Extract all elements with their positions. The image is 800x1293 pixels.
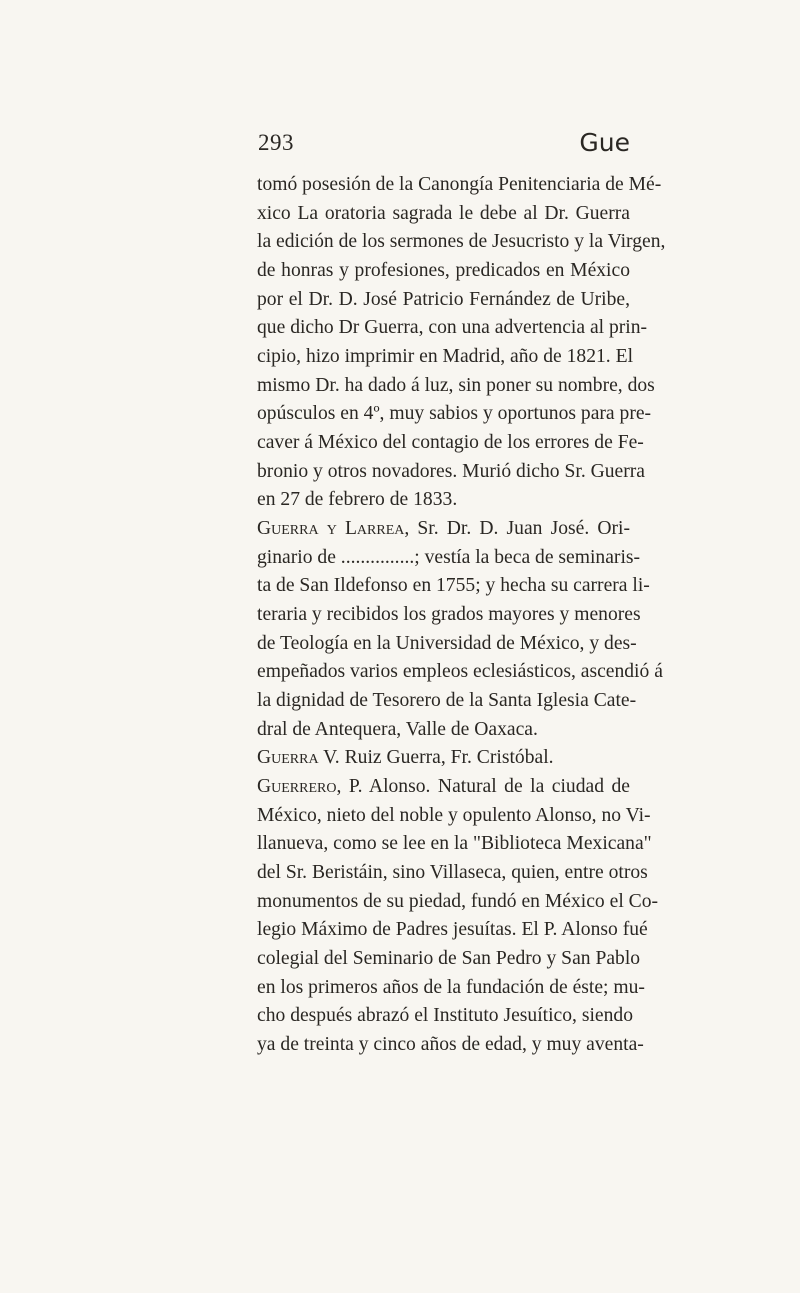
text-line [257,200,630,229]
text-line [257,802,651,831]
line-text: legio Máximo de Padres jesuítas. El P. Alonso fué [257,919,648,941]
text-line [257,544,641,573]
line-text: México, nieto del noble y opulento Alonso, no Vi- [257,804,651,826]
text-line [257,314,648,343]
line-text: que dicho Dr Guerra, con una advertencia al prin- [257,317,648,339]
text-line [257,859,648,888]
line-text: de honras y profesiones, predicados en México [257,260,630,282]
text-line [257,945,641,974]
line-text: del Sr. Beristáin, sino Villaseca, quien, entre otros [257,862,648,884]
text-line [257,716,630,745]
line-text: en 27 de febrero de 1833. [257,489,458,511]
text-line [257,372,655,401]
text-line [257,888,659,917]
text-line [257,1031,644,1060]
text-line [257,601,641,630]
line-text: xico La oratoria sagrada le debe al Dr. Guerra [257,202,630,224]
line-text: monumentos de su piedad, fundó en México el Co- [257,890,659,912]
text-line [257,744,630,773]
entry-headword: Guerra y Larrea, [257,518,410,540]
line-text: llanueva, como se lee en la "Biblioteca Mexicana" [257,833,652,855]
entry-headword: Guerra [257,747,319,769]
entry-headword: Guerrero, [257,776,342,798]
text-line [257,1002,634,1031]
line-text: cipio, hizo imprimir en Madrid, año de 1821. El [257,346,634,368]
running-head: Gue [579,128,630,157]
line-text: tomó posesión de la Canongía Penitenciaria de Mé- [257,174,662,195]
text-line [257,658,663,687]
body-text [257,171,666,1060]
text-line [257,572,650,601]
line-text: empeñados varios empleos eclesiásticos, ascendió á [257,661,663,683]
text-line [257,687,637,716]
line-text: de Teología en la Universidad de México, y des- [257,632,637,654]
text-line [257,773,630,802]
line-text: la dignidad de Tesorero de la Santa Iglesia Cate- [257,690,637,712]
line-text: mismo Dr. ha dado á luz, sin poner su nombre, dos [257,374,655,396]
text-line [257,486,630,515]
text-line [257,400,652,429]
text-line [257,458,645,487]
text-line [257,257,630,286]
line-text: por el Dr. D. José Patricio Fernández de Uribe, [257,288,630,310]
line-text: dral de Antequera, Valle de Oaxaca. [257,718,538,740]
line-text: ta de San Ildefonso en 1755; y hecha su carrera li- [257,575,650,597]
text-line [257,830,652,859]
line-text: opúsculos en 4º, muy sabios y oportunos para pre- [257,403,652,425]
line-text: Sr. Dr. D. Juan José. Ori- [409,518,630,540]
line-text: caver á México del contagio de los errores de Fe- [257,432,644,454]
text-line [257,171,662,200]
text-line [257,286,630,315]
text-line [257,429,644,458]
text-line [257,974,645,1003]
line-text: ya de treinta y cinco años de edad, y muy aventa- [257,1034,644,1056]
line-text: bronio y otros novadores. Murió dicho Sr. Guerra [257,460,645,482]
line-text: en los primeros años de la fundación de éste; mu- [257,976,645,998]
line-text: colegial del Seminario de San Pedro y San Pablo [257,948,641,970]
line-text: teraria y recibidos los grados mayores y menores [257,604,641,626]
line-text: V. Ruiz Guerra, Fr. Cristóbal. [318,747,554,769]
page-number: 293 [258,130,294,155]
line-text: ginario de ...............; vestía la beca de seminaris- [257,546,641,568]
text-line [257,343,634,372]
text-line [257,630,637,659]
page-header [258,130,630,164]
text-line [257,228,666,257]
line-text: P. Alonso. Natural de la ciudad de [341,776,630,798]
text-line [257,515,630,544]
line-text: cho después abrazó el Instituto Jesuítico, siendo [257,1005,634,1027]
text-line [257,916,648,945]
line-text: la edición de los sermones de Jesucristo y la Virgen, [257,231,666,253]
